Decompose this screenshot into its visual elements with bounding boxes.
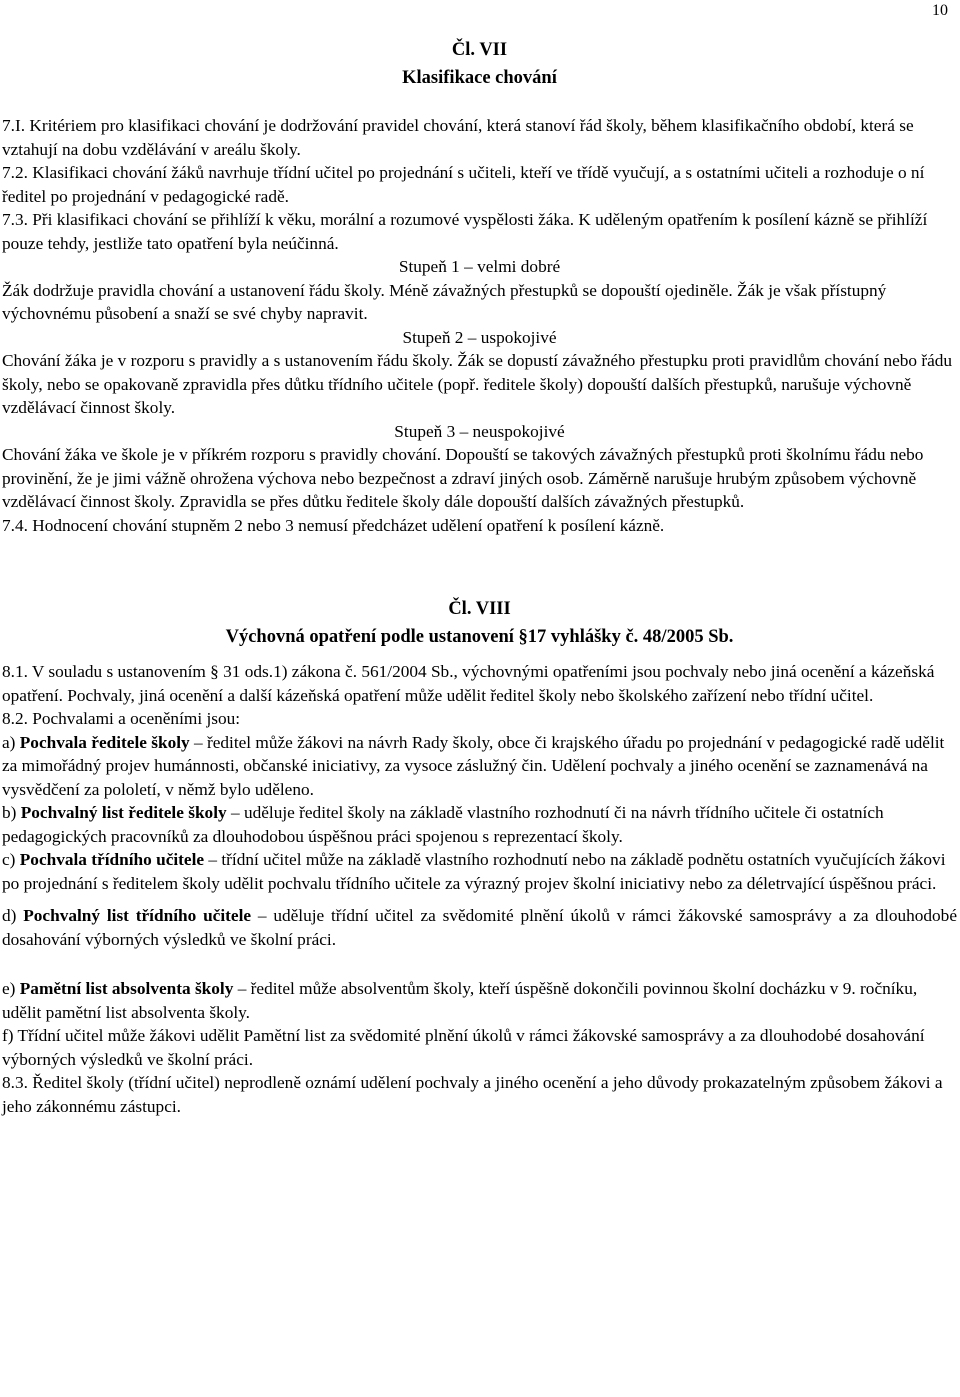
- paragraph-7-1: 7.I. Kritériem pro klasifikaci chování je dodržování pravidel chování, která stanoví řád školy, během klasifikačního období, která se vztahují na dobu vzdělávání v areálu školy.: [2, 116, 914, 159]
- paragraph-7-3: 7.3. Při klasifikaci chování se přihlíží k věku, morální a rozumové vyspělosti žáka. K uděleným opatřením k posílení kázně se přihlíží pouze tehdy, jestliže tato opatření byla neúčinná.: [2, 210, 928, 253]
- paragraph-7-2: 7.2. Klasifikaci chování žáků navrhuje třídní učitel po projednání s učiteli, kteří ve třídě vyučují, a s ostatními učiteli a rozhoduje o ní ředitel po projednání v pedagogické radě.: [2, 163, 925, 206]
- item-e-text: – ředitel může absolventům školy, kteří úspěšně dokončili povinnou školní docházku v 9. ročníku, udělit pamětní list absolventa školy.: [2, 979, 918, 1022]
- chapter-7-number: Čl. VII: [451, 40, 508, 60]
- item-c-lead: c): [2, 850, 20, 869]
- item-b-title: Pochvalný list ředitele školy: [20, 803, 227, 822]
- item-e: [2, 977, 957, 1024]
- item-c-title: Pochvala třídního učitele: [19, 850, 205, 869]
- grade-1-title: Stupeň 1 – velmi dobré: [398, 257, 561, 276]
- chapter-8-title: Výchovná opatření podle ustanovení §17 vyhlášky č. 48/2005 Sb.: [225, 627, 734, 647]
- item-b-text: – uděluje ředitel školy na základě vlastního rozhodnutí či na návrh třídního učitele či ostatních pedagogických pracovníků za dlouhodobou úspěšnou práci spojenou s reprezentací školy.: [2, 803, 884, 846]
- item-d-text: – uděluje třídní učitel za svědomité plnění úkolů v rámci žákovské samosprávy a za dlouhodobé dosahování výborných výsledků ve školní práci.: [2, 906, 957, 949]
- item-e-lead: e): [2, 979, 20, 998]
- item-a-text: – ředitel může žákovi na návrh Rady školy, obce či krajského úřadu po projednání v pedagogické radě udělit za mimořádný projev humánnosti, občanské iniciativy, za vysoce záslužný čin. Udělení pochvaly a jiného ocenění se zaznamenává na vysvědčení za pololetí, v němž bylo uděleno.: [2, 732, 945, 799]
- item-d-title: Pochvalný list třídního učitele: [23, 906, 252, 925]
- page-content: [2, 36, 957, 1118]
- item-a-lead: a): [2, 732, 20, 752]
- grade-3-title: Stupeň 3 – neuspokojivé: [394, 421, 565, 441]
- chapter-7-title: Klasifikace chování: [402, 68, 557, 88]
- grade-3-text: Chování žáka ve škole je v příkrém rozporu s pravidly chování. Dopouští se takových závažných přestupků proti školnímu řádu nebo provinění, že je jimi vážně ohrožena výchova nebo bezpečnost a zdraví jiných osob. Záměrně narušuje hrubým způsobem výchovně vzdělávací činnost školy. Zpravidla se přes důtku ředitele školy dále dopouští dalších závažných přestupků.: [2, 445, 924, 511]
- page-number: 10: [932, 2, 948, 19]
- grade-2-title: Stupeň 2 – uspokojivé: [402, 327, 557, 347]
- item-a: [2, 731, 957, 802]
- paragraph-7-4: 7.4. Hodnocení chování stupněm 2 nebo 3 nemusí předcházet udělení opatření k posílení kázně.: [2, 515, 665, 535]
- item-a-title: Pochvala ředitele školy: [19, 732, 190, 752]
- item-e-title: Pamětní list absolventa školy: [19, 979, 234, 998]
- paragraph-8-3: 8.3. Ředitel školy (třídní učitel) neprodleně oznámí udělení pochvaly a jiného ocenění a jeho důvody prokazatelným způsobem žákovi a jeho zákonnému zástupci.: [2, 1073, 943, 1116]
- item-c-text: – třídní učitel může na základě vlastního rozhodnutí nebo na základě podnětu ostatních vyučujících žákovi po projednání s ředitelem školy udělit pochvalu třídního učitele za výrazný projev školní iniciativy nebo za déletrvající úspěšnou práci.: [2, 850, 946, 893]
- paragraph-8-1: 8.1. V souladu s ustanovením § 31 ods.1) zákona č. 561/2004 Sb., výchovnými opatřeními jsou pochvaly nebo jiná ocenění a kázeňská opatření. Pochvaly, jiná ocenění a další kázeňská opatření může udělit ředitel školy nebo školského zařízení nebo třídní učitel.: [2, 662, 935, 705]
- item-f: f) Třídní učitel může žákovi udělit Pamětní list za svědomité plnění úkolů v rámci žákovské samosprávy a za dlouhodobé dosahování výborných výsledků ve školní práci.: [2, 1026, 925, 1069]
- paragraph-8-2: 8.2. Pochvalami a oceněními jsou:: [2, 709, 241, 728]
- item-b-lead: b): [2, 803, 21, 822]
- item-c: [2, 848, 957, 895]
- grade-1-text: Žák dodržuje pravidla chování a ustanovení řádu školy. Méně závažných přestupků se dopouští ojediněle. Žák je však přístupný výchovnému působení a snaží se své chyby napravit.: [2, 280, 887, 323]
- item-d: [2, 904, 957, 951]
- item-b: [2, 801, 957, 848]
- grade-2-text: Chování žáka je v rozporu s pravidly a s ustanovením řádu školy. Žák se dopustí závažného přestupku proti pravidlům chování nebo řádu školy, nebo se opakovaně zpravidla přes důtku třídního učitele (popř. ředitele školy) dopouští dalších přestupků, narušuje výchovně vzdělávací činnost školy.: [2, 351, 953, 417]
- chapter-8-number: Čl. VIII: [448, 599, 511, 619]
- item-d-lead: d): [2, 906, 24, 925]
